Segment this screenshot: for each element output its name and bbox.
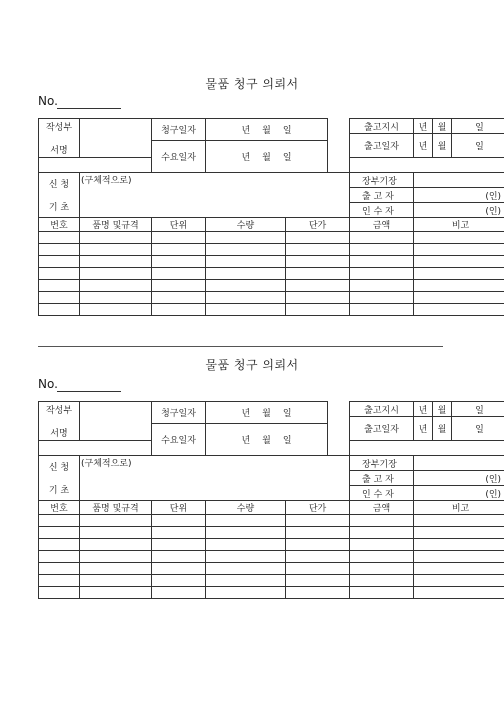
table-row [39,575,504,587]
table-row [39,587,504,599]
cell-note[interactable] [414,587,504,599]
apply-basis-field[interactable]: (구체적으로) [80,173,350,218]
col-header-unit: 단위 [152,218,206,232]
cell-no[interactable] [39,232,80,244]
cell-note[interactable] [414,515,504,527]
cell-item[interactable] [80,563,152,575]
issue-instruction-month[interactable]: 월 [433,402,452,417]
cell-unit[interactable] [152,587,206,599]
cell-amount[interactable] [350,551,414,563]
cell-amount[interactable] [350,244,414,256]
item-rows [39,515,504,599]
cell-no[interactable] [39,527,80,539]
issue-date-year[interactable]: 년 [414,134,433,158]
need-date-field[interactable]: 년 월 일 [206,424,328,456]
cell-amount[interactable] [350,539,414,551]
issuer-seal[interactable]: (인) [414,188,504,203]
apply-basis-field[interactable]: (구체적으로) [80,456,350,501]
col-header-qty: 수량 [206,501,286,515]
cell-no[interactable] [39,575,80,587]
cell-qty[interactable] [206,268,286,280]
col-header-note: 비고 [414,218,504,232]
cell-qty[interactable] [206,256,286,268]
table-row [39,515,504,527]
cell-price[interactable] [286,515,350,527]
form-number-field[interactable] [57,108,121,109]
cell-qty[interactable] [206,563,286,575]
issue-date-day[interactable]: 일 [452,134,504,158]
cell-price[interactable] [286,292,350,304]
issuer-label: 출 고 자 [350,471,414,486]
cell-no[interactable] [39,244,80,256]
cell-no[interactable] [39,563,80,575]
cell-unit[interactable] [152,575,206,587]
cell-qty[interactable] [206,292,286,304]
author-sign-field[interactable] [80,402,152,441]
cell-price[interactable] [286,244,350,256]
issue-instruction-day[interactable]: 일 [452,119,504,134]
author-sign-bottom [39,158,152,173]
cell-unit[interactable] [152,304,206,316]
apply-basis-cell: 신 청 기 초 [39,456,80,501]
cell-no[interactable] [39,256,80,268]
gap-cell [328,119,350,134]
issuer-label: 출 고 자 [350,188,414,203]
cell-qty[interactable] [206,527,286,539]
cell-item[interactable] [80,268,152,280]
table-row [39,268,504,280]
issue-date-day[interactable]: 일 [452,417,504,441]
author-sign-cell: 작성부 서명 [39,402,80,441]
cell-unit[interactable] [152,256,206,268]
cell-unit[interactable] [152,268,206,280]
table-row [39,292,504,304]
cell-price[interactable] [286,232,350,244]
cell-no[interactable] [39,292,80,304]
cell-note[interactable] [414,539,504,551]
issue-instruction-year[interactable]: 년 [414,402,433,417]
ledger-label: 장부기장 [350,456,414,471]
divider-line [38,346,443,347]
cell-item[interactable] [80,244,152,256]
cell-qty[interactable] [206,575,286,587]
request-table [38,401,504,599]
need-date-field[interactable]: 년 월 일 [206,141,328,173]
form-title: 물품 청구 의뢰서 [205,358,299,372]
cell-item[interactable] [80,515,152,527]
cell-amount[interactable] [350,587,414,599]
cell-note[interactable] [414,563,504,575]
cell-price[interactable] [286,551,350,563]
cell-amount[interactable] [350,232,414,244]
table-row [39,244,504,256]
ledger-label: 장부기장 [350,173,414,188]
col-header-amount: 금액 [350,218,414,232]
cell-amount[interactable] [350,268,414,280]
table-row [39,280,504,292]
cell-note[interactable] [414,244,504,256]
cell-amount[interactable] [350,563,414,575]
receiver-seal[interactable]: (인) [414,486,504,501]
author-sign-cell: 작성부 서명 [39,119,80,158]
issue-extra-field[interactable] [350,441,504,456]
issue-date-year[interactable]: 년 [414,417,433,441]
gap-cell [328,402,350,417]
form-number-label: No. [38,94,58,108]
cell-amount[interactable] [350,304,414,316]
cell-price[interactable] [286,539,350,551]
form-number-label: No. [38,377,58,391]
cell-qty[interactable] [206,539,286,551]
gap-cell [328,417,350,456]
issue-date-label: 출고일자 [350,417,414,441]
table-row [39,539,504,551]
issue-instruction-label: 출고지시 [350,119,414,134]
cell-note[interactable] [414,268,504,280]
cell-note[interactable] [414,292,504,304]
cell-qty[interactable] [206,587,286,599]
author-sign-bottom [39,441,152,456]
issue-instruction-month[interactable]: 월 [433,119,452,134]
cell-qty[interactable] [206,280,286,292]
table-row [39,527,504,539]
cell-note[interactable] [414,232,504,244]
cell-unit[interactable] [152,280,206,292]
request-date-label: 청구일자 [152,119,206,141]
cell-no[interactable] [39,587,80,599]
cell-qty[interactable] [206,232,286,244]
form-number-field[interactable] [57,391,121,392]
cell-note[interactable] [414,256,504,268]
table-row [39,256,504,268]
cell-note[interactable] [414,551,504,563]
table-row [39,232,504,244]
need-date-label: 수요일자 [152,141,206,173]
cell-item[interactable] [80,539,152,551]
cell-unit[interactable] [152,232,206,244]
table-row [39,551,504,563]
cell-no[interactable] [39,268,80,280]
cell-item[interactable] [80,280,152,292]
cell-price[interactable] [286,527,350,539]
cell-item[interactable] [80,304,152,316]
cell-unit[interactable] [152,527,206,539]
issue-date-month[interactable]: 월 [433,417,452,441]
need-date-label: 수요일자 [152,424,206,456]
col-header-item: 품명 및규격 [80,501,152,515]
col-header-no: 번호 [39,218,80,232]
cell-price[interactable] [286,268,350,280]
cell-note[interactable] [414,304,504,316]
cell-item[interactable] [80,292,152,304]
cell-amount[interactable] [350,575,414,587]
col-header-unit: 단위 [152,501,206,515]
cell-no[interactable] [39,304,80,316]
cell-price[interactable] [286,587,350,599]
receiver-seal[interactable]: (인) [414,203,504,218]
request-date-field[interactable]: 년 월 일 [206,402,328,424]
issue-instruction-year[interactable]: 년 [414,119,433,134]
col-header-note: 비고 [414,501,504,515]
cell-note[interactable] [414,527,504,539]
gap-cell [328,134,350,173]
issuer-seal[interactable]: (인) [414,471,504,486]
cell-unit[interactable] [152,563,206,575]
cell-amount[interactable] [350,292,414,304]
col-header-item: 품명 및규격 [80,218,152,232]
request-date-field[interactable]: 년 월 일 [206,119,328,141]
cell-price[interactable] [286,563,350,575]
cell-amount[interactable] [350,256,414,268]
col-header-price: 단가 [286,501,350,515]
cell-unit[interactable] [152,551,206,563]
receiver-label: 인 수 자 [350,486,414,501]
request-date-label: 청구일자 [152,402,206,424]
cell-item[interactable] [80,575,152,587]
cell-item[interactable] [80,527,152,539]
cell-price[interactable] [286,575,350,587]
table-row [39,304,504,316]
table-row [39,563,504,575]
apply-basis-cell: 신 청 기 초 [39,173,80,218]
cell-item[interactable] [80,551,152,563]
cell-item[interactable] [80,256,152,268]
col-header-no: 번호 [39,501,80,515]
cell-amount[interactable] [350,515,414,527]
item-rows [39,232,504,316]
cell-amount[interactable] [350,280,414,292]
cell-unit[interactable] [152,292,206,304]
issue-instruction-label: 출고지시 [350,402,414,417]
request-table [38,118,504,316]
cell-price[interactable] [286,256,350,268]
receiver-label: 인 수 자 [350,203,414,218]
cell-no[interactable] [39,551,80,563]
col-header-qty: 수량 [206,218,286,232]
cell-item[interactable] [80,587,152,599]
issue-date-month[interactable]: 월 [433,134,452,158]
cell-unit[interactable] [152,244,206,256]
cell-item[interactable] [80,232,152,244]
cell-note[interactable] [414,575,504,587]
form-title: 물품 청구 의뢰서 [205,77,299,91]
author-sign-field[interactable] [80,119,152,158]
cell-note[interactable] [414,280,504,292]
cell-price[interactable] [286,304,350,316]
cell-qty[interactable] [206,304,286,316]
issue-extra-field[interactable] [350,158,504,173]
cell-unit[interactable] [152,539,206,551]
ledger-field[interactable] [414,456,504,471]
cell-qty[interactable] [206,244,286,256]
col-header-amount: 금액 [350,501,414,515]
cell-no[interactable] [39,280,80,292]
issue-instruction-day[interactable]: 일 [452,402,504,417]
cell-qty[interactable] [206,551,286,563]
cell-unit[interactable] [152,515,206,527]
col-header-price: 단가 [286,218,350,232]
cell-price[interactable] [286,280,350,292]
cell-no[interactable] [39,539,80,551]
cell-qty[interactable] [206,515,286,527]
cell-amount[interactable] [350,527,414,539]
ledger-field[interactable] [414,173,504,188]
issue-date-label: 출고일자 [350,134,414,158]
cell-no[interactable] [39,515,80,527]
